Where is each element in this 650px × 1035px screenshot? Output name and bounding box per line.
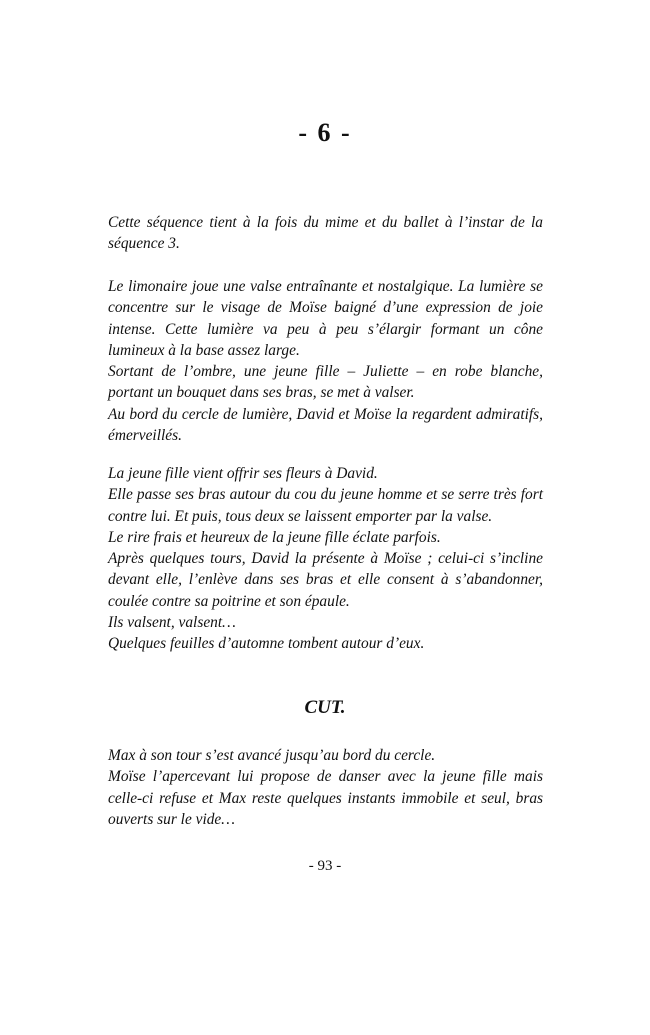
- paragraph-group-valse: [108, 276, 543, 446]
- paragraph: Elle passe ses bras autour du cou du jeune homme et se serre très fort contre lui. Et puis, tous deux se laissent emporter par la valse.: [108, 486, 543, 525]
- paragraph: Ils valsent, valsent…: [108, 614, 236, 632]
- paragraph: Max à son tour s’est avancé jusqu’au bord du cercle.: [108, 747, 436, 764]
- paragraph-group-max: [108, 745, 543, 830]
- paragraph: Moïse l’apercevant lui propose de danser avec la jeune fille mais celle-ci refuse et Max reste quelques instants immobile et seul, bras ouverts sur le vide…: [108, 768, 543, 828]
- cut-heading: CUT.: [304, 697, 346, 718]
- paragraph: Le rire frais et heureux de la jeune fille éclate parfois.: [108, 528, 441, 546]
- scene-number: - 6 -: [298, 118, 352, 147]
- paragraph: La jeune fille vient offrir ses fleurs à David.: [108, 465, 378, 482]
- paragraph: Quelques feuilles d’automne tombent autour d’eux.: [108, 635, 425, 653]
- paragraph-group-intro: [108, 212, 543, 255]
- page-number: - 93 -: [308, 858, 342, 874]
- paragraph: Au bord du cercle de lumière, David et Moïse la regardent admiratifs, émerveillés.: [108, 405, 543, 445]
- paragraph-group-fleurs: [108, 463, 543, 655]
- paragraph: Après quelques tours, David la présente à Moïse ; celui-ci s’incline devant elle, l’enlève dans ses bras et elle consent à s’abandonner, coulée contre sa poitrine et son épaule.: [108, 550, 543, 610]
- paragraph: Sortant de l’ombre, une jeune fille – Juliette – en robe blanche, portant un bouquet dans ses bras, se met à valser.: [108, 363, 543, 402]
- paragraph: Le limonaire joue une valse entraînante et nostalgique. La lumière se concentre sur le visage de Moïse baigné d’une expression de joie intense. Cette lumière va peu à peu s’élargir formant un cône lumineux à la base assez large.: [108, 278, 543, 359]
- paragraph: Cette séquence tient à la fois du mime et du ballet à l’instar de la séquence 3.: [108, 214, 543, 253]
